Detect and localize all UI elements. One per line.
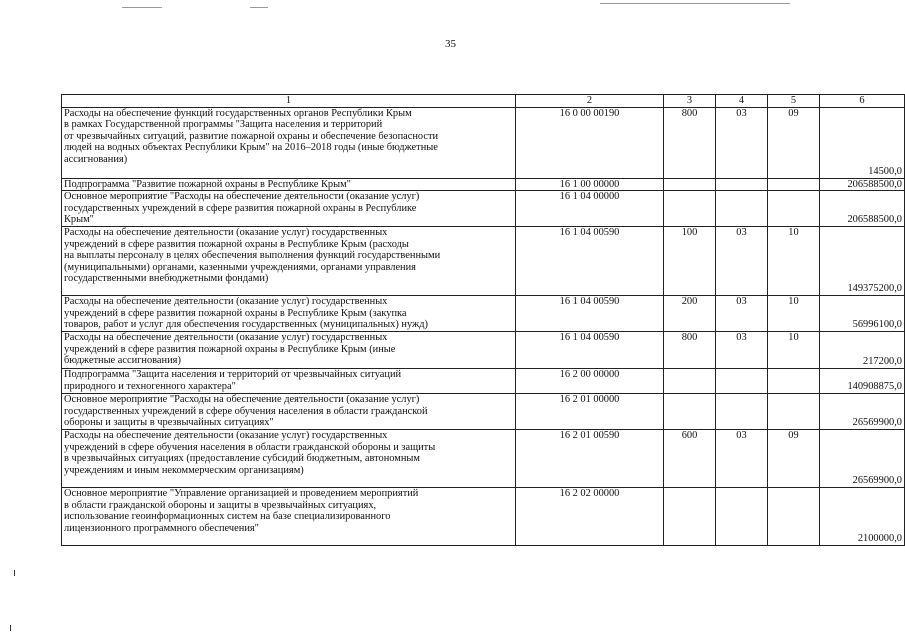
- row-col4: 03: [716, 331, 768, 368]
- row-col4: [716, 191, 768, 227]
- row-col4: 03: [716, 226, 768, 295]
- row-col4: [716, 368, 768, 393]
- row-code: 16 2 01 00000: [516, 393, 664, 429]
- table-row: [62, 226, 905, 295]
- row-amount: 2100000,0: [820, 487, 905, 545]
- header-row: [62, 95, 905, 108]
- row-amount: 140908875,0: [820, 368, 905, 393]
- row-col3: 800: [664, 331, 716, 368]
- row-amount: 14500,0: [820, 107, 905, 178]
- row-col5: [768, 191, 820, 227]
- scan-artifact-line: [122, 7, 162, 8]
- column-header: 5: [768, 95, 820, 108]
- row-col5: 09: [768, 107, 820, 178]
- row-code: 16 2 00 00000: [516, 368, 664, 393]
- row-col3: 600: [664, 429, 716, 487]
- row-col3: [664, 487, 716, 545]
- row-name: Подпрограмма "Защита населения и территорий от чрезвычайных ситуаций природного и техногенного характера": [62, 368, 516, 393]
- row-name: Расходы на обеспечение деятельности (оказание услуг) государственных учреждений в сфере развития пожарной охраны в Республике Крым (расходы на выплаты персоналу в целях обеспечения выполнения функций государственными (муниципальными) органами, казенными учреждениями, органами управления государственными внебюджетными фондами): [62, 226, 516, 295]
- row-col3: 800: [664, 107, 716, 178]
- row-col5: [768, 178, 820, 191]
- table-row: [62, 487, 905, 545]
- row-amount: 26569900,0: [820, 393, 905, 429]
- row-col5: [768, 368, 820, 393]
- column-header: 1: [62, 95, 516, 108]
- row-col3: 200: [664, 295, 716, 331]
- row-col5: [768, 393, 820, 429]
- row-col3: [664, 368, 716, 393]
- row-amount: 149375200,0: [820, 226, 905, 295]
- row-name: Расходы на обеспечение деятельности (оказание услуг) государственных учреждений в сфере развития пожарной охраны в Республике Крым (закупка товаров, работ и услуг для обеспечения государственных (муниципальных) нужд): [62, 295, 516, 331]
- row-col4: 03: [716, 107, 768, 178]
- margin-mark: [10, 625, 11, 631]
- table-row: [62, 393, 905, 429]
- margin-mark: [14, 570, 15, 576]
- row-col3: 100: [664, 226, 716, 295]
- row-col4: [716, 393, 768, 429]
- table-row: [62, 331, 905, 368]
- row-name: Расходы на обеспечение деятельности (оказание услуг) государственных учреждений в сфере развития пожарной охраны в Республике Крым (иные бюджетные ассигнования): [62, 331, 516, 368]
- row-name: Подпрограмма "Развитие пожарной охраны в Республике Крым": [62, 178, 516, 191]
- row-col5: [768, 487, 820, 545]
- row-code: 16 0 00 00190: [516, 107, 664, 178]
- column-header: 6: [820, 95, 905, 108]
- row-col5: 09: [768, 429, 820, 487]
- row-amount: 206588500,0: [820, 178, 905, 191]
- row-amount: 26569900,0: [820, 429, 905, 487]
- row-name: Основное мероприятие "Управление организацией и проведением мероприятий в области гражданской обороны и защиты в чрезвычайных ситуациях, использование геоинформационных систем на базе специализированного лицензионного программного обеспечения": [62, 487, 516, 545]
- row-col4: [716, 487, 768, 545]
- row-col4: [716, 178, 768, 191]
- row-amount: 217200,0: [820, 331, 905, 368]
- row-amount: 56996100,0: [820, 295, 905, 331]
- row-code: 16 1 04 00000: [516, 191, 664, 227]
- scan-artifact-line: [600, 3, 790, 4]
- row-code: 16 1 04 00590: [516, 331, 664, 368]
- row-col4: 03: [716, 429, 768, 487]
- table-row: [62, 191, 905, 227]
- row-code: 16 1 04 00590: [516, 226, 664, 295]
- table-row: [62, 429, 905, 487]
- table-row: [62, 178, 905, 191]
- row-name: Расходы на обеспечение деятельности (оказание услуг) государственных учреждений в сфере обучения населения в области гражданской обороны и защиты в чрезвычайных ситуациях (предоставление субсидий бюджетным, автономным учреждениям и иным некоммерческим организациям): [62, 429, 516, 487]
- table-row: [62, 368, 905, 393]
- row-code: 16 2 01 00590: [516, 429, 664, 487]
- row-col5: 10: [768, 331, 820, 368]
- row-col3: [664, 178, 716, 191]
- column-header: 2: [516, 95, 664, 108]
- row-col4: 03: [716, 295, 768, 331]
- row-col5: 10: [768, 226, 820, 295]
- row-name: Основное мероприятие "Расходы на обеспечение деятельности (оказание услуг) государственных учреждений в сфере обучения населения в области гражданской обороны и защиты в чрезвычайных ситуациях": [62, 393, 516, 429]
- row-name: Расходы на обеспечение функций государственных органов Республики Крым в рамках Государственной программы "Защита населения и территорий от чрезвычайных ситуаций, развитие пожарной охраны и обеспечение безопасности людей на водных объектах Республики Крым" на 2016–2018 годы (иные бюджетные ассигнования): [62, 107, 516, 178]
- row-col5: 10: [768, 295, 820, 331]
- table-row: [62, 295, 905, 331]
- row-code: 16 1 00 00000: [516, 178, 664, 191]
- row-amount: 206588500,0: [820, 191, 905, 227]
- table-body: [62, 95, 905, 546]
- row-col3: [664, 191, 716, 227]
- page-number: 35: [445, 38, 456, 50]
- column-header: 4: [716, 95, 768, 108]
- row-col3: [664, 393, 716, 429]
- scan-artifact-line: [250, 7, 268, 8]
- column-header: 3: [664, 95, 716, 108]
- table-row: [62, 107, 905, 178]
- row-code: 16 1 04 00590: [516, 295, 664, 331]
- row-name: Основное мероприятие "Расходы на обеспечение деятельности (оказание услуг) государственных учреждений в сфере развития пожарной охраны в Республике Крым": [62, 191, 516, 227]
- row-code: 16 2 02 00000: [516, 487, 664, 545]
- budget-table: [61, 94, 905, 546]
